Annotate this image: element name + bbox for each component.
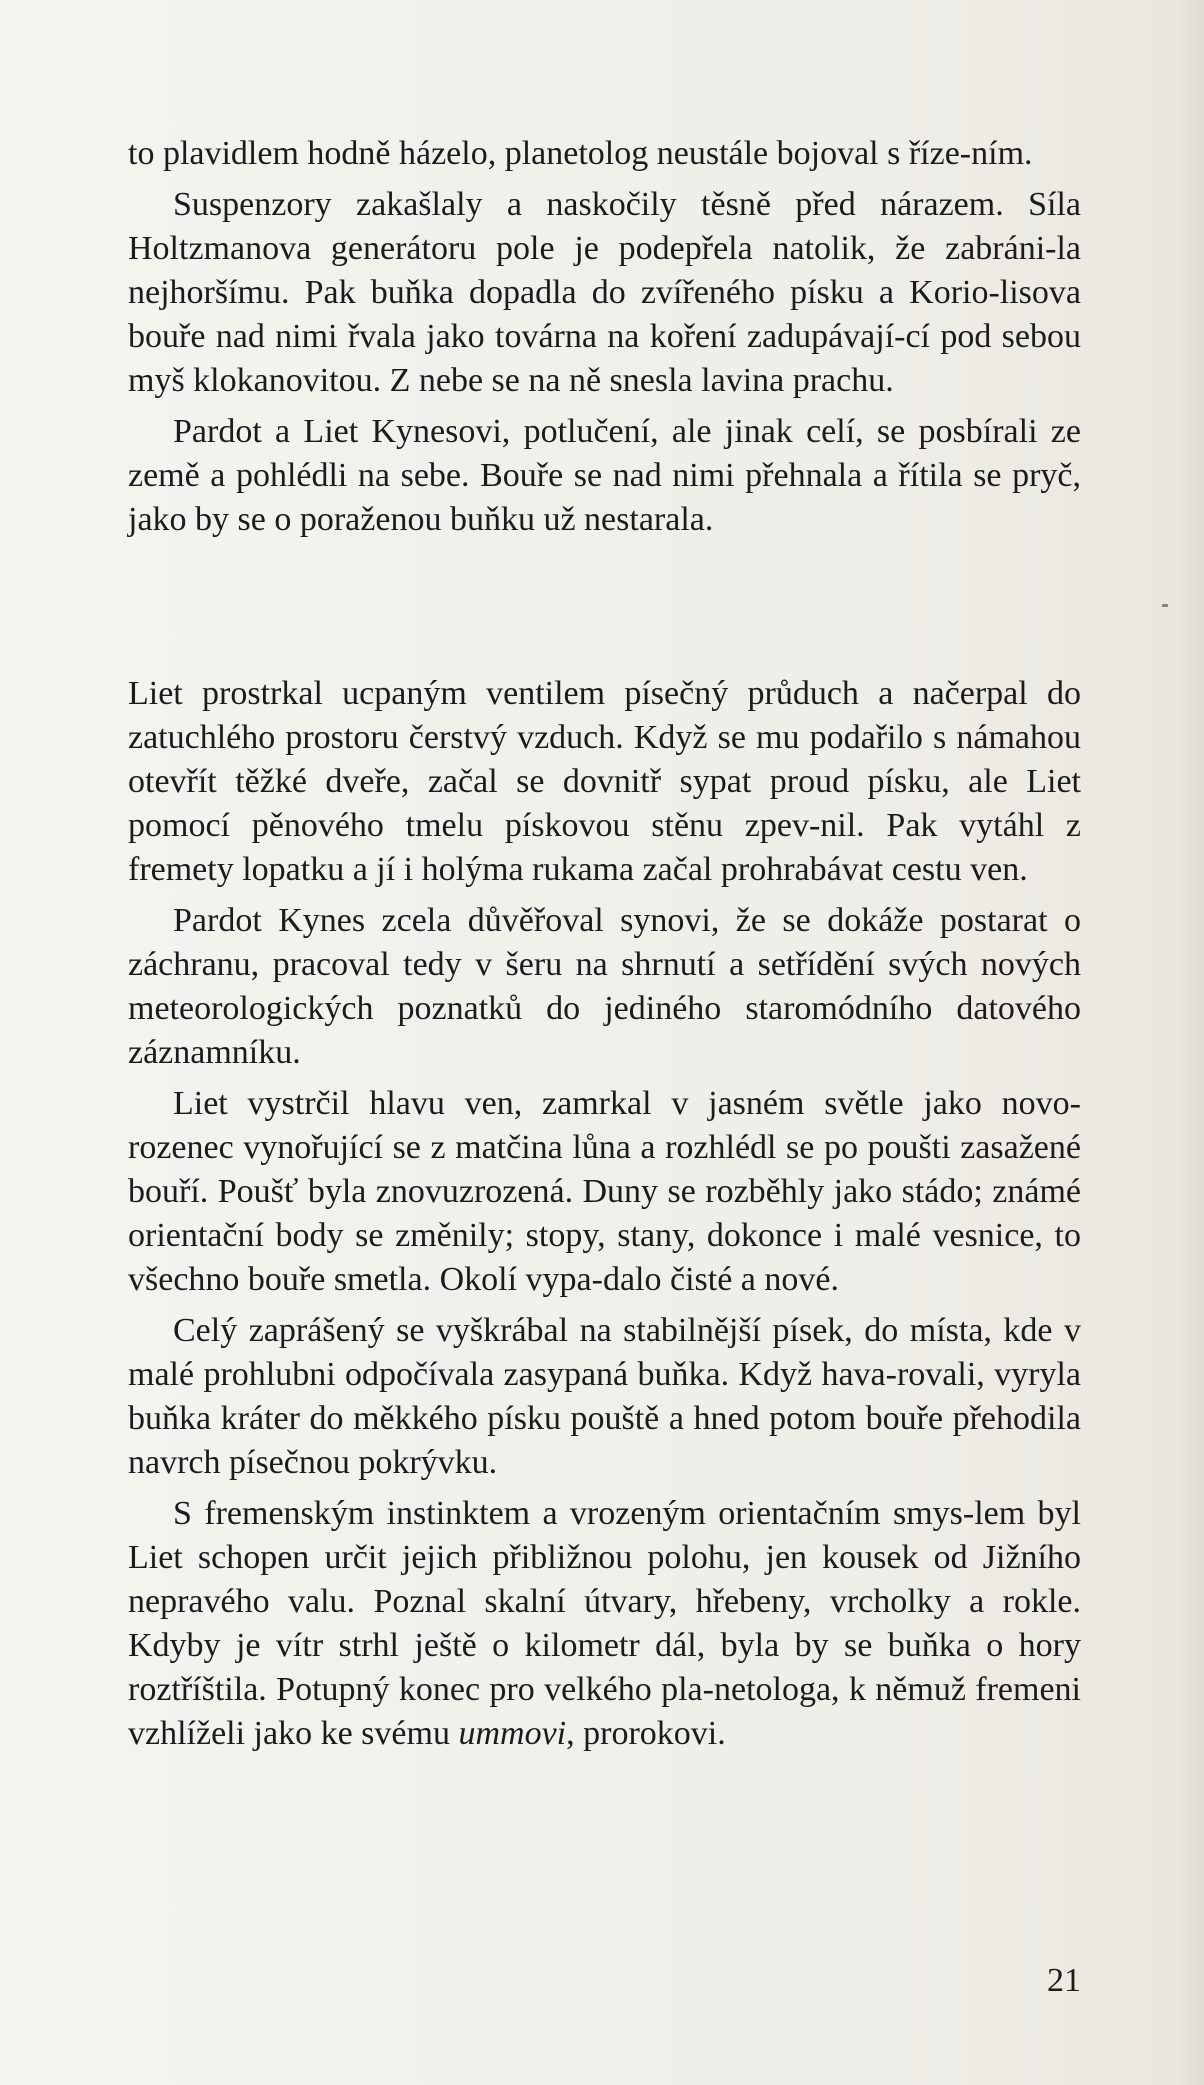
paragraph-2-3: Liet vystrčil hlavu ven, zamrkal v jasném světle jako novo-rozenec vynořující se z matčina lůna a rozhlédl se po poušti zasažené bouří. Poušť byla znovuzrozená. Duny se rozběhly jako stádo; známé orientační body se změnily; stopy, stany, dokonce i malé vesnice, to všechno bouře smetla. Okolí vypa-dalo čisté a nové. [128,1085,1081,1298]
text-section-1 [128,132,1081,542]
paragraph-1-3: Pardot a Liet Kynesovi, potlučení, ale jinak celí, se posbírali ze země a pohlédli na sebe. Bouře se nad nimi přehnala a řítila se pryč, jako by se o poraženou buňku už nestarala. [128,413,1081,538]
page-edge-shadow [1178,0,1204,2085]
paragraph-1-1: to plavidlem hodně házelo, planetolog neustále bojoval s říze-ním. [128,135,1033,172]
page-number: 21 [1047,1962,1081,1999]
paragraph-2-2: Pardot Kynes zcela důvěřoval synovi, že se dokáže postarat o záchranu, pracoval tedy v šeru na shrnutí a setřídění svých nových meteorologických poznatků do jediného staromódního datového záznamníku. [128,902,1081,1071]
paragraph-1-2: Suspenzory zakašlaly a naskočily těsně před nárazem. Síla Holtzmanova generátoru pole je podepřela natolik, že zabráni-la nejhoršímu. Pak buňka dopadla do zvířeného písku a Korio-lisova bouře nad nimi řvala jako továrna na koření zadupávají-cí pod sebou myš klokanovitou. Z nebe se na ně snesla lavina prachu. [128,186,1081,399]
paragraph-2-5 [128,1492,1081,1756]
paragraph-2-5-text-after: , prorokovi. [566,1715,726,1752]
paragraph-2-5-italic-word: ummovi [458,1715,567,1752]
paragraph-2-4: Celý zaprášený se vyškrábal na stabilnější písek, do místa, kde v malé prohlubni odpočívala zasypaná buňka. Když hava-rovali, vyryla buňka kráter do měkkého písku pouště a hned potom bouře přehodila navrch písečnou pokrývku. [128,1312,1081,1481]
paragraph-2-5-text-before: S fremenským instinktem a vrozeným orientačním smys-lem byl Liet schopen určit jejich přibližnou polohu, jen kousek od Jižního nepravého valu. Poznal skalní útvary, hřebeny, vrcholky a rokle. Kdyby je vítr strhl ještě o kilometr dál, byla by se buňka o hory roztříštila. Potupný konec pro velkého pla-netologa, k němuž fremeni vzhlíželi jako ke svému [128,1495,1081,1752]
paragraph-2-1: Liet prostrkal ucpaným ventilem písečný průduch a načerpal do zatuchlého prostoru čerstvý vzduch. Když se mu podařilo s námahou otevřít těžké dveře, začal se dovnitř sypat proud písku, ale Liet pomocí pěnového tmelu pískovou stěnu zpev-nil. Pak vytáhl z fremety lopatku a jí i holýma rukama začal prohrabávat cestu ven. [128,675,1081,888]
text-section-2 [128,672,1081,1756]
stray-print-mark [1162,604,1168,607]
